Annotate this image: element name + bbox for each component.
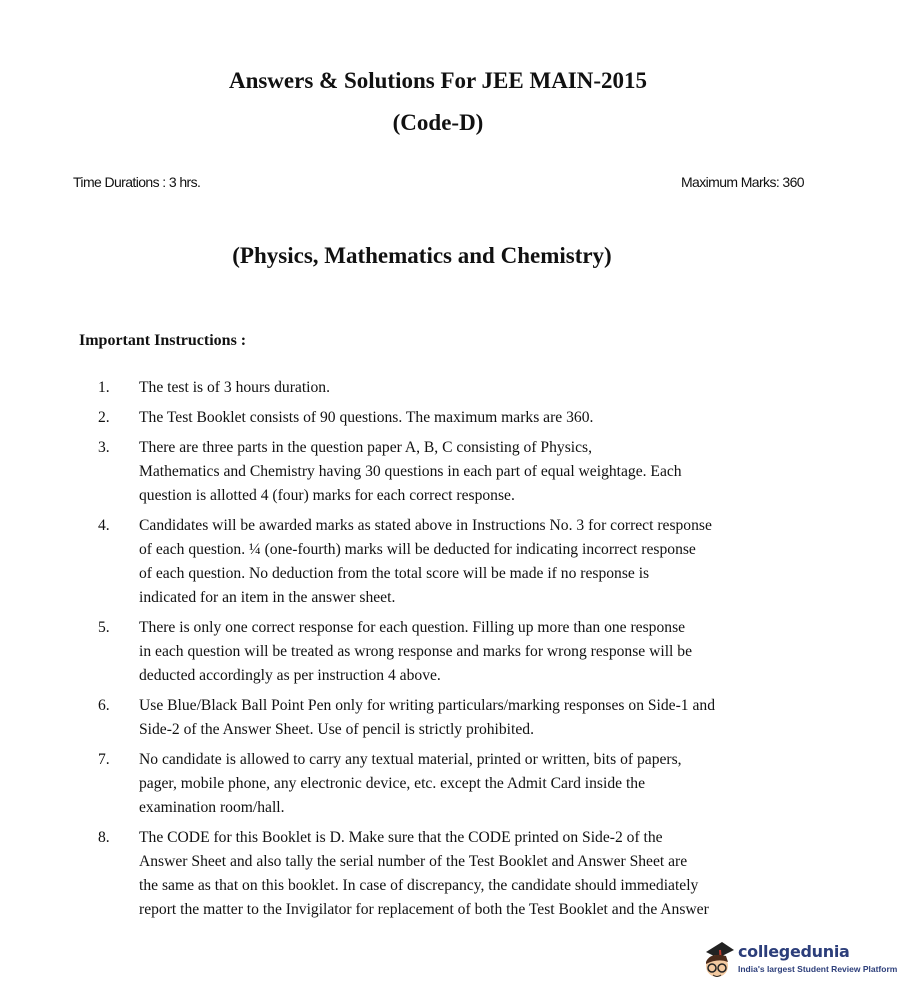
- instruction-number: 5.: [98, 619, 110, 636]
- logo-wordmark: collegedunia: [738, 942, 850, 961]
- instruction-number: 7.: [98, 751, 110, 768]
- instruction-text-line: of each question. No deduction from the total score will be made if no response is: [139, 565, 650, 582]
- instructions-heading: Important Instructions :: [79, 332, 247, 349]
- instruction-item: [98, 376, 798, 400]
- instruction-item: [98, 694, 798, 742]
- instruction-text-line: Mathematics and Chemistry having 30 questions in each part of equal weightage. Each: [139, 463, 682, 480]
- logo-tagline: India's largest Student Review Platform: [738, 964, 897, 974]
- time-duration: Time Durations : 3 hrs.: [73, 174, 201, 190]
- instruction-item: [98, 826, 798, 922]
- collegedunia-logo: [700, 938, 897, 988]
- instruction-text-line: the same as that on this booklet. In case of discrepancy, the candidate should immediately: [139, 877, 699, 894]
- instruction-text-line: indicated for an item in the answer sheet.: [139, 589, 396, 606]
- instruction-text-line: The Test Booklet consists of 90 questions. The maximum marks are 360.: [139, 409, 594, 426]
- instruction-text-line: question is allotted 4 (four) marks for each correct response.: [139, 487, 515, 504]
- instruction-text-line: Candidates will be awarded marks as stated above in Instructions No. 3 for correct response: [139, 517, 712, 534]
- instruction-item: [98, 616, 798, 688]
- instruction-text-line: There are three parts in the question paper A, B, C consisting of Physics,: [139, 439, 592, 456]
- instruction-number: 1.: [98, 379, 110, 396]
- instruction-text-line: The CODE for this Booklet is D. Make sure that the CODE printed on Side-2 of the: [139, 829, 663, 846]
- maximum-marks: Maximum Marks: 360: [680, 174, 804, 190]
- instruction-text-line: deducted accordingly as per instruction 4 above.: [139, 667, 441, 684]
- instruction-item: [98, 514, 798, 610]
- instruction-number: 8.: [98, 829, 110, 846]
- instruction-text-line: of each question. ¼ (one-fourth) marks will be deducted for indicating incorrect response: [139, 541, 696, 558]
- instruction-text-line: Answer Sheet and also tally the serial number of the Test Booklet and Answer Sheet are: [139, 853, 688, 870]
- instruction-text-line: examination room/hall.: [139, 799, 285, 816]
- instruction-number: 2.: [98, 409, 110, 426]
- instruction-text-line: Use Blue/Black Ball Point Pen only for writing particulars/marking responses on Side-1 and: [139, 697, 716, 714]
- instruction-text-line: report the matter to the Invigilator for replacement of both the Test Booklet and the Answer: [139, 901, 709, 918]
- instruction-text-line: in each question will be treated as wrong response and marks for wrong response will be: [139, 643, 692, 660]
- instruction-text-line: There is only one correct response for each question. Filling up more than one response: [139, 619, 686, 636]
- instruction-text-line: Side-2 of the Answer Sheet. Use of pencil is strictly prohibited.: [139, 721, 534, 738]
- instruction-item: [98, 748, 798, 820]
- instructions-list: [98, 376, 798, 928]
- subjects-heading: (Physics, Mathematics and Chemistry): [232, 243, 612, 268]
- instruction-number: 4.: [98, 517, 110, 534]
- mascot-icon: [700, 938, 736, 984]
- instruction-text-line: The test is of 3 hours duration.: [139, 379, 330, 396]
- instruction-item: [98, 406, 798, 430]
- instruction-number: 6.: [98, 697, 110, 714]
- instruction-text-line: pager, mobile phone, any electronic device, etc. except the Admit Card inside the: [139, 775, 645, 792]
- instruction-number: 3.: [98, 439, 110, 456]
- instruction-item: [98, 436, 798, 508]
- paper-code: (Code-D): [392, 110, 484, 135]
- instruction-text-line: No candidate is allowed to carry any textual material, printed or written, bits of papers,: [139, 751, 682, 768]
- document-title: Answers & Solutions For JEE MAIN-2015: [228, 68, 648, 93]
